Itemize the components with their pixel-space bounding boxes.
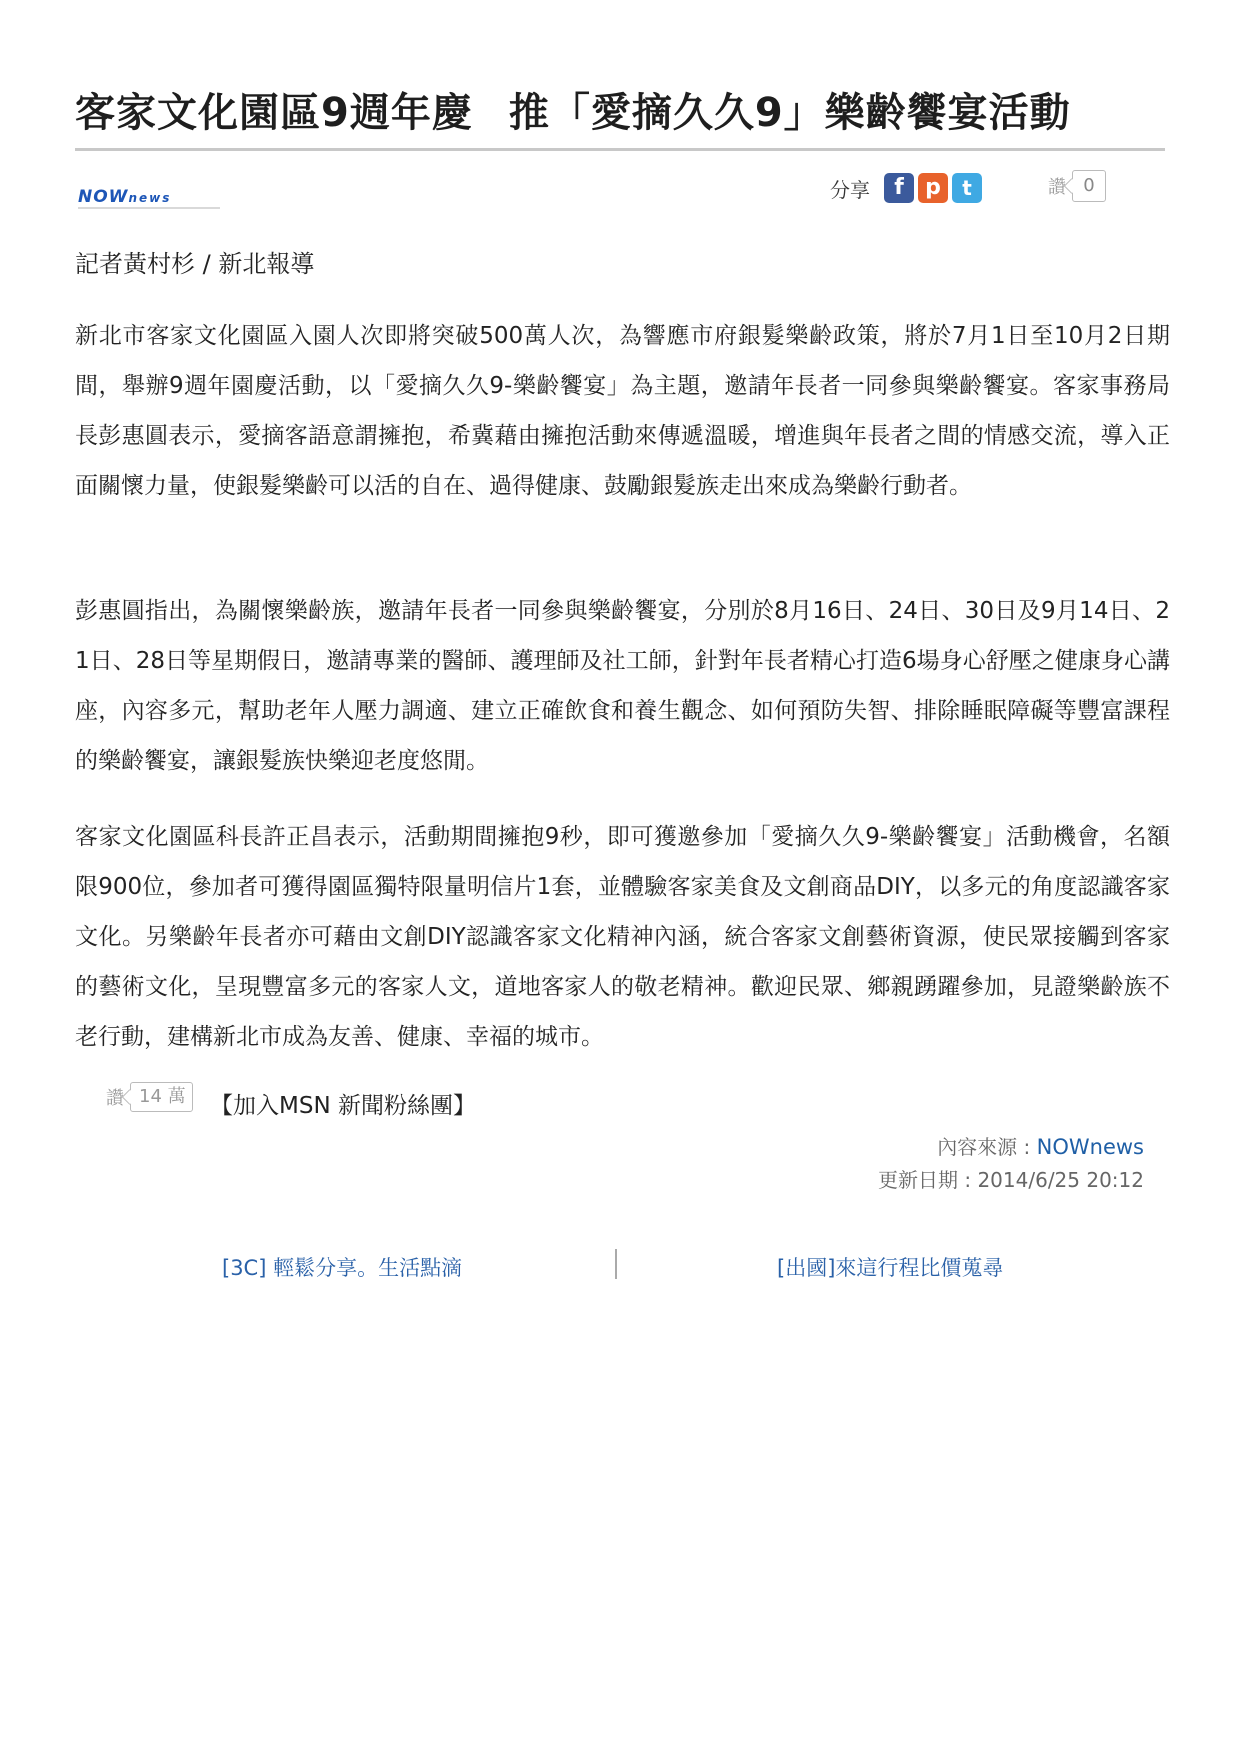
updated-date: 更新日期 : 2014/6/25 20:12 <box>878 1168 1144 1192</box>
title-part-2: 推「愛摘久久9」樂齡饗宴活動 <box>508 90 1071 136</box>
byline: 記者黃村杉 / 新北報導 <box>75 250 315 278</box>
nownews-logo[interactable] <box>78 186 171 208</box>
like-label: 讚 <box>1048 177 1066 198</box>
like-button-bottom[interactable] <box>106 1082 193 1112</box>
msn-fan-page-link[interactable]: 【加入MSN 新聞粉絲團】 <box>210 1093 476 1119</box>
title-part-1: 客家文化園區9週年慶 <box>75 90 473 136</box>
share-label: 分享 <box>830 177 870 202</box>
title-divider <box>75 148 1165 151</box>
article-paragraph-1: 新北市客家文化園區入園人次即將突破500萬人次，為響應市府銀髮樂齡政策，將於7月1日至10月2日期間，舉辦9週年園慶活動，以「愛摘久久9-樂齡饗宴」為主題，邀請年長者一同參與樂齡饗宴。客家事務局長彭惠圓表示，愛摘客語意謂擁抱，希冀藉由擁抱活動來傳遞溫暖，增進與年長者之間的情感交流，導入正面關懷力量，使銀髮樂齡可以活的自在、過得健康、鼓勵銀髮族走出來成為樂齡行動者。 <box>75 323 1170 499</box>
like-count: 14 萬 <box>130 1082 193 1112</box>
like-count: 0 <box>1072 170 1106 202</box>
related-links-divider <box>615 1249 617 1279</box>
article-paragraph-2: 彭惠圓指出，為關懷樂齡族，邀請年長者一同參與樂齡饗宴，分別於8月16日、24日、30日及9月14日、21日、28日等星期假日，邀請專業的醫師、護理師及社工師，針對年長者精心打造6場身心舒壓之健康身心講座，內容多元，幫助老年人壓力調適、建立正確飲食和養生觀念、如何預防失智、排除睡眠障礙等豐富課程的樂齡饗宴，讓銀髮族快樂迎老度悠閒。 <box>75 598 1170 774</box>
like-button-top[interactable] <box>1048 170 1106 202</box>
logo-underline <box>78 207 220 209</box>
article-paragraph-3: 客家文化園區科長許正昌表示，活動期間擁抱9秒，即可獲邀參加「愛摘久久9-樂齡饗宴」活動機會，名額限900位，參加者可獲得園區獨特限量明信片1套，並體驗客家美食及文創商品DIY，以多元的角度認識客家文化。另樂齡年長者亦可藉由文創DIY認識客家文化精神內涵，統合客家文創藝術資源，使民眾接觸到客家的藝術文化，呈現豐富多元的客家人文，道地客家人的敬老精神。歡迎民眾、鄉親踴躍參加，見證樂齡族不老行動，建構新北市成為友善、健康、幸福的城市。 <box>75 824 1170 1050</box>
plurk-icon[interactable]: p <box>918 173 948 203</box>
source-label: 內容來源 : <box>937 1135 1037 1159</box>
related-link-travel[interactable]: [出國]來這行程比價蒐尋 <box>777 1256 1004 1280</box>
logo-news-text: news <box>128 191 172 205</box>
related-link-3c[interactable]: [3C] 輕鬆分享。生活點滴 <box>222 1256 463 1280</box>
twitter-icon[interactable]: t <box>952 173 982 203</box>
article-title <box>75 82 1165 144</box>
source-value[interactable]: NOWnews <box>1036 1135 1144 1159</box>
content-source <box>937 1131 1144 1160</box>
facebook-icon[interactable]: f <box>884 173 914 203</box>
logo-now-text: NOW <box>78 187 129 207</box>
share-bar <box>830 170 986 206</box>
like-label: 讚 <box>106 1088 124 1109</box>
